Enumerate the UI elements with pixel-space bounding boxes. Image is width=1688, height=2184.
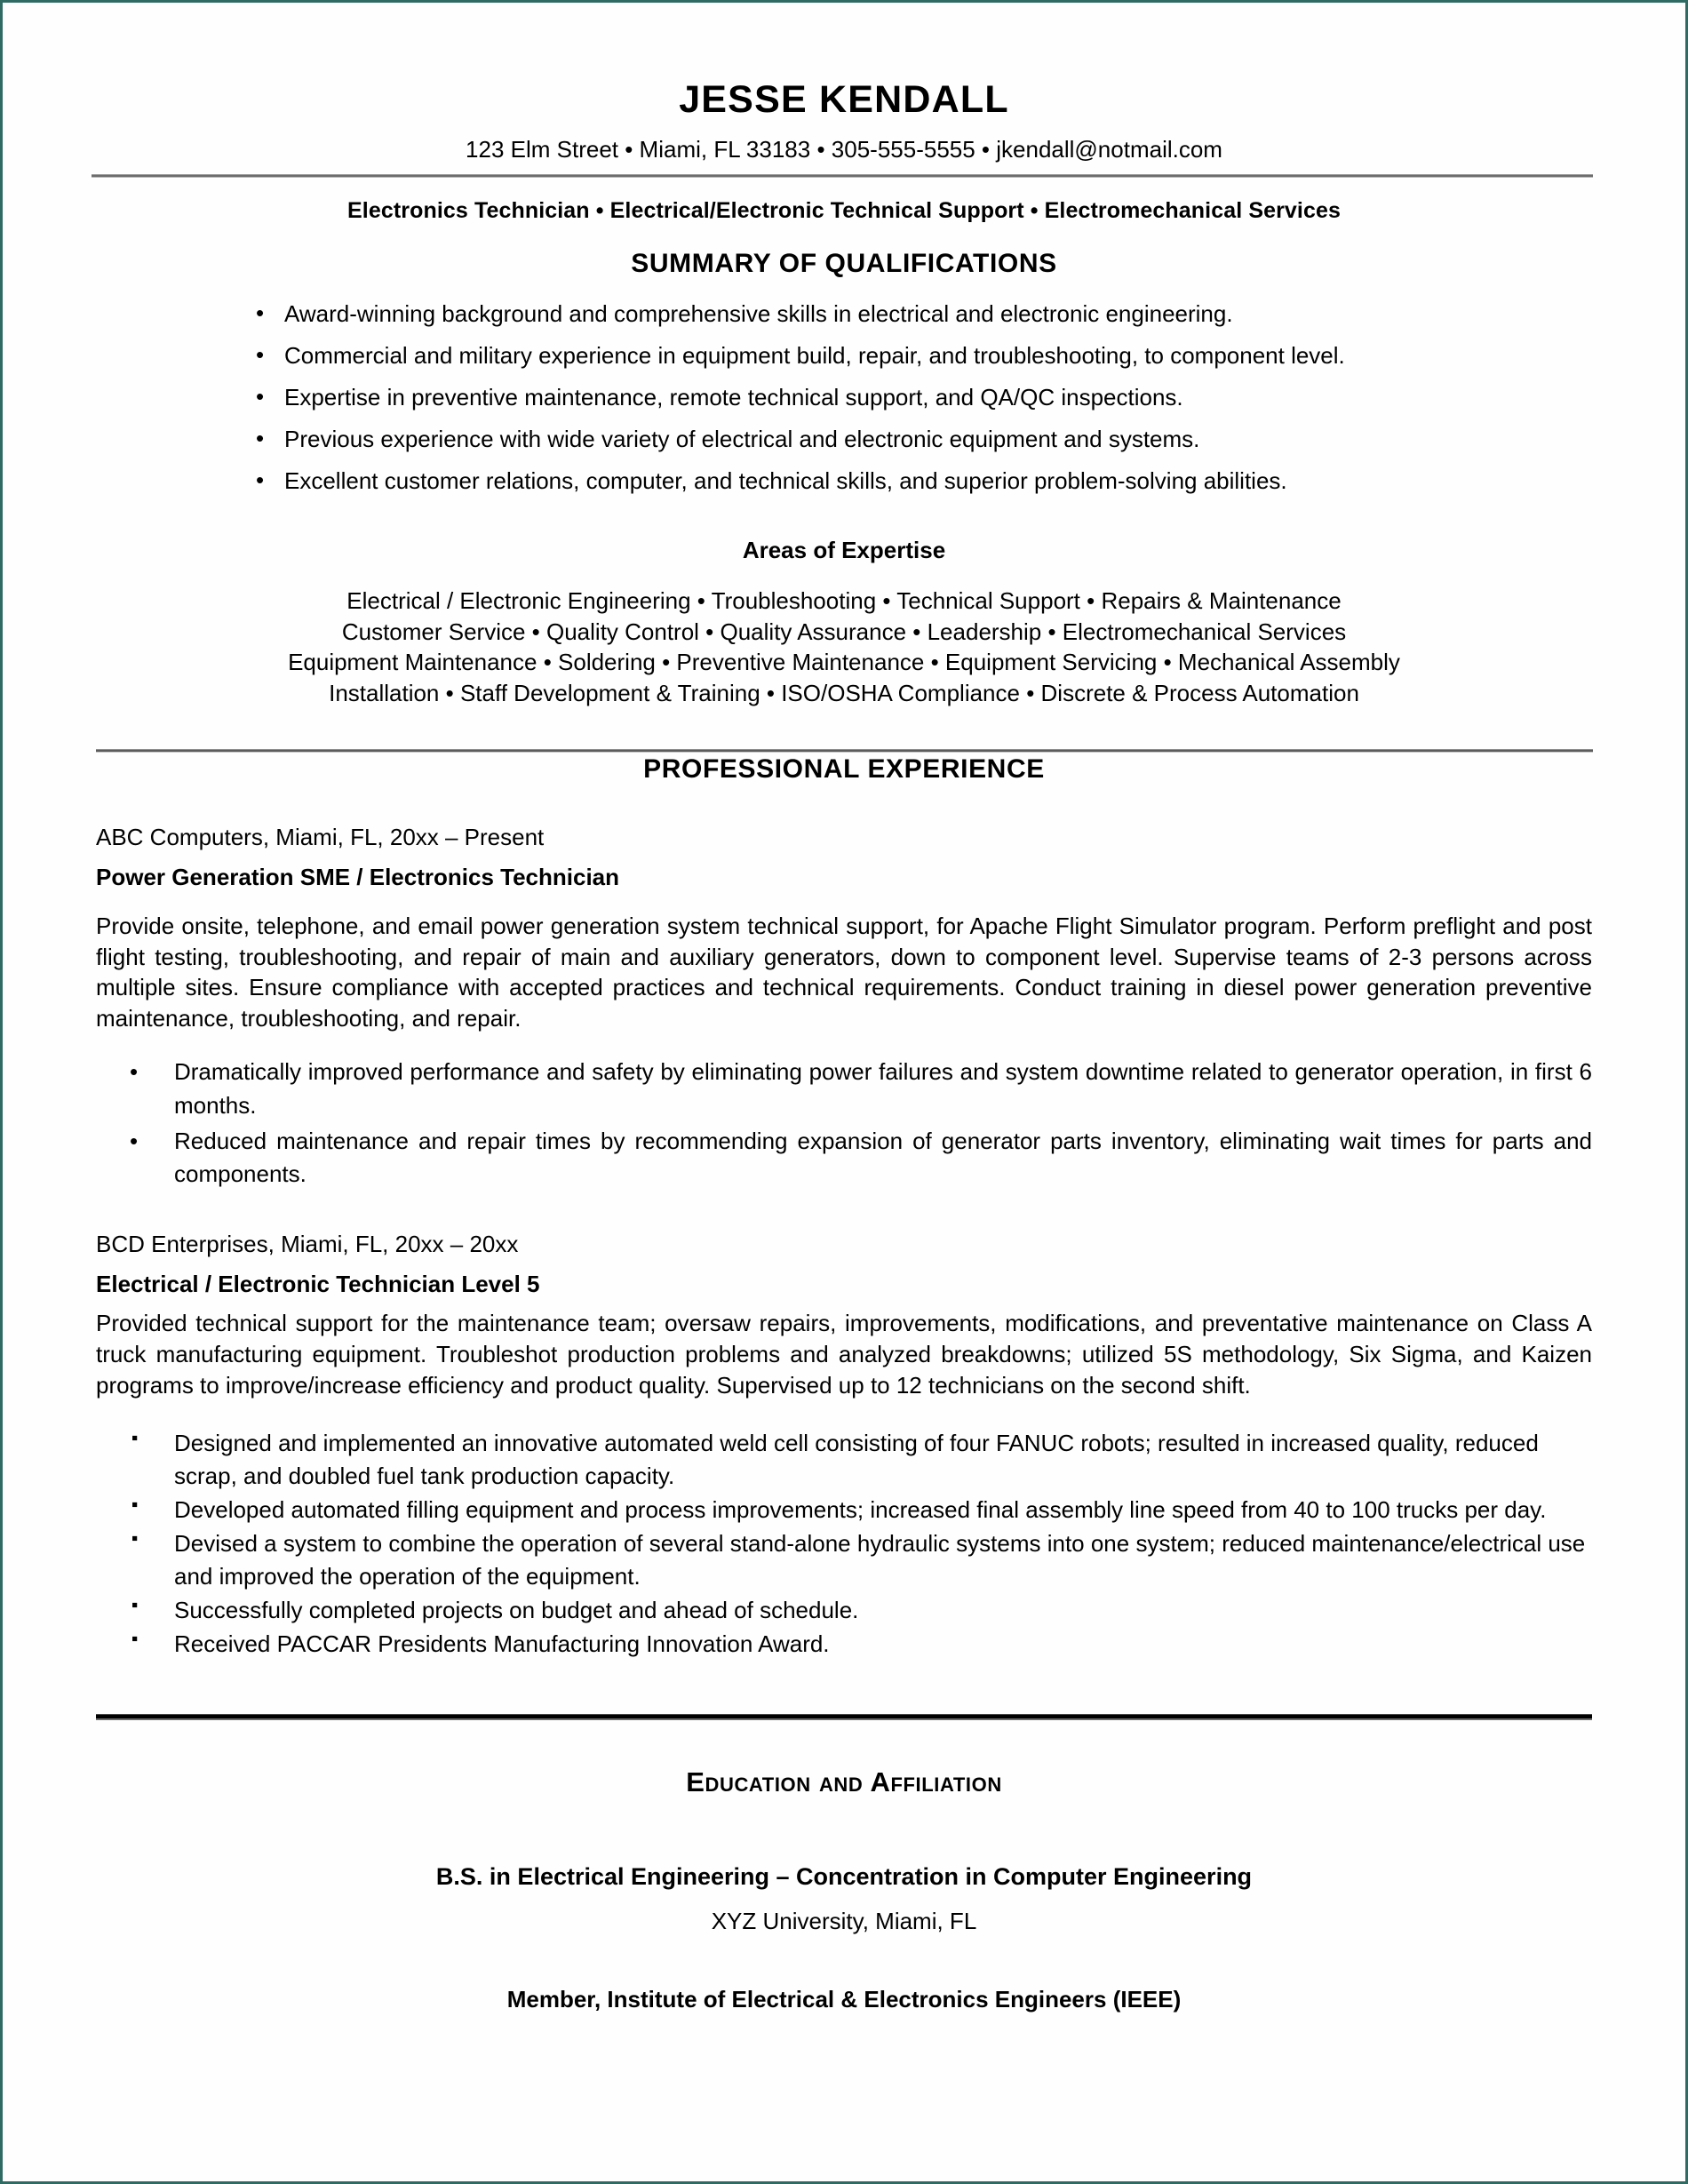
resume-header xyxy=(3,3,1685,161)
list-item xyxy=(123,1594,1592,1627)
experience-entry xyxy=(96,825,1592,1192)
list-item xyxy=(256,466,1685,494)
education-degree: B.S. in Electrical Engineering – Concentration in Computer Engineering xyxy=(435,1862,1253,1890)
job-title: Power Generation SME / Electronics Technician xyxy=(96,864,620,891)
areas-of-expertise-heading: Areas of Expertise xyxy=(742,537,946,563)
job-company-line: ABC Computers, Miami, FL, 20xx – Present xyxy=(96,824,545,851)
list-item-text: Commercial and military experience in equipment build, repair, and troubleshooting, to component level. xyxy=(284,342,1345,369)
list-item-text: Successfully completed projects on budget and ahead of schedule. xyxy=(174,1596,859,1623)
header-divider-rule xyxy=(92,173,1593,179)
job-company-line: BCD Enterprises, Miami, FL, 20xx – 20xx xyxy=(96,1231,519,1258)
experience-heading: PROFESSIONAL EXPERIENCE xyxy=(643,754,1045,785)
education-divider-rule xyxy=(96,1714,1592,1720)
list-item-text: Received PACCAR Presidents Manufacturing Innovation Award. xyxy=(174,1630,830,1657)
list-item xyxy=(256,299,1685,327)
job-title: Electrical / Electronic Technician Level 5 xyxy=(96,1271,540,1298)
list-item-text: Expertise in preventive maintenance, remote technical support, and QA/QC inspections. xyxy=(284,384,1183,410)
list-item xyxy=(123,1427,1592,1493)
expertise-line: Installation • Staff Development & Training • ISO/OSHA Compliance • Discrete & Process Automation xyxy=(329,679,1359,706)
education-school: XYZ University, Miami, FL xyxy=(711,1907,977,1934)
education-section xyxy=(3,1766,1685,2013)
square-bullet-icon: ▪ xyxy=(131,1628,139,1649)
round-bullet-icon: • xyxy=(130,1127,139,1154)
expertise-line: Electrical / Electronic Engineering • Troubleshooting • Technical Support • Repairs & Maintenance xyxy=(346,587,1342,614)
resume-content xyxy=(3,3,1685,2181)
round-bullet-icon: • xyxy=(256,425,265,451)
job-achievements-list xyxy=(96,1056,1592,1192)
list-item xyxy=(256,341,1685,369)
list-item xyxy=(123,1125,1592,1192)
job-description: Provided technical support for the maintenance team; oversaw repairs, improvements, modifications, and preventative maintenance on Class A truck manufacturing equipment. Troubleshot production problems and analyzed breakdowns; utilized 5S methodology, Six Sigma, and Kaizen programs to improve/increase efficiency and product quality. Supervised up to 12 technicians on the second shift. xyxy=(96,1310,1592,1399)
list-item xyxy=(123,1494,1592,1526)
list-item xyxy=(256,427,1685,450)
expertise-line: Customer Service • Quality Control • Quality Assurance • Leadership • Electromechanical Services xyxy=(341,618,1347,645)
list-item xyxy=(123,1628,1592,1661)
square-bullet-icon: ▪ xyxy=(131,1527,139,1549)
candidate-name: JESSE KENDALL xyxy=(679,78,1009,121)
list-item-text: Designed and implemented an innovative automated weld cell consisting of four FANUC robots; resulted in increased quality, reduced scrap, and doubled fuel tank production capacity. xyxy=(174,1430,1539,1490)
list-item xyxy=(123,1527,1592,1593)
expertise-line: Equipment Maintenance • Soldering • Preventive Maintenance • Equipment Servicing • Mechanical Assembly xyxy=(288,649,1400,676)
summary-heading: SUMMARY OF QUALIFICATIONS xyxy=(631,249,1057,278)
list-item-text: Dramatically improved performance and safety by eliminating power failures and system downtime related to generator operation, in first 6 months. xyxy=(174,1057,1592,1119)
education-heading: Education and Affiliation xyxy=(686,1766,1002,1797)
section-divider-rule xyxy=(96,749,1593,753)
summary-qualifications-list xyxy=(3,299,1685,494)
affiliation-membership: Member, Institute of Electrical & Electronics Engineers (IEEE) xyxy=(506,1985,1182,2013)
list-item-text: Previous experience with wide variety of electrical and electronic equipment and systems. xyxy=(284,426,1200,452)
round-bullet-icon: • xyxy=(256,299,265,326)
round-bullet-icon: • xyxy=(256,466,265,493)
list-item-text: Award-winning background and comprehensive skills in electrical and electronic engineering. xyxy=(284,300,1233,327)
list-item xyxy=(123,1056,1592,1123)
list-item-text: Devised a system to combine the operation of several stand-alone hydraulic systems into one system; reduced maintenance/electrical use and improved the operation of the equipment. xyxy=(174,1529,1586,1590)
professional-tagline: Electronics Technician • Electrical/Electronic Technical Support • Electromechanical Services xyxy=(347,198,1341,223)
experience-entry xyxy=(96,1232,1592,1660)
job-description: Provide onsite, telephone, and email power generation system technical support, for Apache Flight Simulator program. Perform preflight and post flight testing, troubleshooting, and repair of main and auxiliary generators, down to component level. Supervise teams of 2-3 persons across multiple sites. Ensure compliance with accepted practices and technical requirements. Conduct training in diesel power generation preventive maintenance, troubleshooting, and repair. xyxy=(96,913,1592,1032)
square-bullet-icon: ▪ xyxy=(131,1494,139,1515)
list-item-text: Reduced maintenance and repair times by recommending expansion of generator parts inventory, eliminating wait times for parts and components. xyxy=(174,1127,1592,1188)
list-item-text: Developed automated filling equipment and process improvements; increased final assembly line speed from 40 to 100 trucks per day. xyxy=(174,1495,1547,1523)
square-bullet-icon: ▪ xyxy=(131,1594,139,1615)
round-bullet-icon: • xyxy=(256,383,265,410)
job-achievements-list xyxy=(96,1427,1592,1660)
list-item xyxy=(256,383,1685,410)
round-bullet-icon: • xyxy=(130,1057,139,1085)
professional-experience-section xyxy=(96,754,1592,1660)
candidate-contact-line: 123 Elm Street • Miami, FL 33183 • 305-555-5555 • jkendall@notmail.com xyxy=(466,136,1222,163)
round-bullet-icon: • xyxy=(256,341,265,368)
list-item-text: Excellent customer relations, computer, and technical skills, and superior problem-solving abilities. xyxy=(284,467,1287,494)
areas-of-expertise-list xyxy=(3,586,1685,708)
square-bullet-icon: ▪ xyxy=(131,1428,139,1449)
